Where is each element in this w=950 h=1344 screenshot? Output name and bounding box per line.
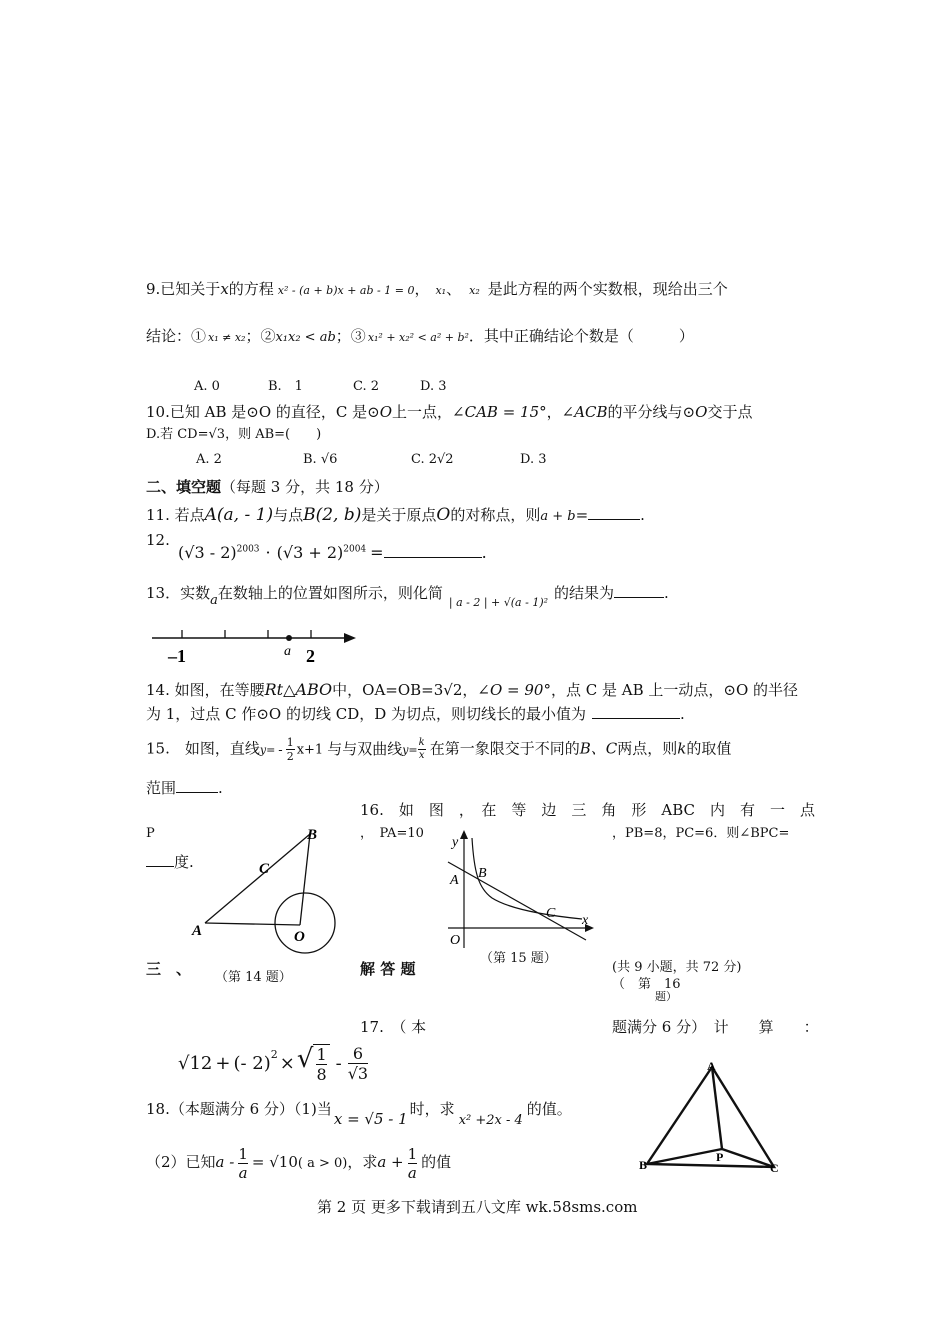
- q14-side-ao: [205, 923, 300, 925]
- q10-option-b: B. √6: [303, 452, 338, 467]
- q18-p2-num2: 1: [407, 1145, 418, 1163]
- q18-p2-expr: a +: [377, 1153, 404, 1171]
- q14-triangle: Rt△ABO: [264, 680, 333, 699]
- q11-text: 是关于原点: [361, 506, 437, 524]
- q11-expr: a + b: [540, 509, 576, 524]
- q10-option-c: C. 2√2: [411, 452, 454, 467]
- q15-line1: [146, 736, 731, 776]
- q9-option-b: B. 1: [268, 379, 303, 394]
- q11-answer-blank[interactable]: [588, 505, 640, 520]
- q16-label-p: P: [716, 1150, 724, 1164]
- q14-line1: [146, 680, 798, 699]
- section-2-heading: [146, 478, 389, 496]
- q18-p2-frac2: [408, 1145, 418, 1182]
- q16-label-a: A: [707, 1059, 716, 1073]
- q11-line: [146, 505, 645, 525]
- q9-text: 9.已知关于: [146, 280, 221, 298]
- q14-text: ，点 C 是 AB 上一动点，⊙O 的半径: [550, 681, 799, 699]
- q15-line-eq-tail: x+1: [296, 742, 324, 758]
- q9-text: 结论：①: [146, 327, 207, 345]
- number-line-arrow: [344, 633, 356, 643]
- q15-hyp-frac: [418, 737, 426, 762]
- q10-angle-cab: ∠CAB = 15°: [452, 403, 547, 421]
- q10-circle: O: [379, 403, 393, 421]
- q18-line1: [146, 1100, 572, 1128]
- q13-number-line: [150, 622, 360, 666]
- q17-frac2: [348, 1044, 368, 1083]
- q14-side-bo: [300, 834, 310, 925]
- q18-text: 18.（本题满分 6 分）（1)当: [146, 1100, 332, 1118]
- q15-label-b: B: [478, 866, 487, 881]
- q11-text: 与点: [273, 506, 304, 524]
- q17-base: (- 2): [233, 1053, 271, 1074]
- q16-caption-b: 题）: [655, 990, 677, 1003]
- q14-circle-o: [275, 893, 335, 953]
- q15-label-y: y: [452, 835, 459, 850]
- q14-text: 中，OA=OB=: [332, 681, 434, 699]
- q11-text: 11. 若点: [146, 506, 205, 524]
- q9-equation: x² - (a + b)x + ab - 1 = 0: [277, 284, 415, 297]
- q15-text: 范围: [146, 779, 177, 797]
- section-3-prefix: 三 、: [146, 960, 192, 978]
- section-2-note: （每题 3 分，共 18 分）: [221, 478, 389, 496]
- q9-line2: [146, 327, 694, 346]
- q15-points: B、C: [579, 739, 618, 758]
- q13-text: .: [664, 584, 669, 602]
- q18-text: 的值。: [526, 1100, 572, 1118]
- q17-frac1: [313, 1044, 329, 1084]
- q15-label-c: C: [546, 906, 556, 921]
- q12-end: .: [481, 543, 487, 562]
- q18-text: 时，求: [409, 1100, 455, 1118]
- number-line-label-left: –1: [168, 646, 186, 666]
- q16-line1: 16. 如 图 ， 在 等 边 三 角 形 ABC 内 有 一 点: [360, 801, 815, 819]
- q11-point-b: B(2, b): [303, 505, 362, 525]
- q9-option-c: C. 2: [353, 379, 380, 394]
- q15-frac-num: 1: [286, 736, 294, 749]
- q17-times: ×: [279, 1053, 295, 1074]
- q9-option-d: D. 3: [420, 379, 447, 394]
- q18-text: 的值: [421, 1153, 452, 1171]
- q13-expr: | a - 2 | + √(a - 1)²: [448, 596, 549, 609]
- q16-caption-a: （ 第 16: [612, 977, 681, 992]
- q9-text: ，: [414, 280, 430, 298]
- q17-minus: -: [335, 1053, 342, 1074]
- q14-caption: （第 14 题）: [215, 970, 292, 985]
- q16-text: 度.: [174, 853, 194, 871]
- q11-text: .: [640, 506, 645, 524]
- q12-expr-a: (√3 - 2): [178, 543, 237, 562]
- q10-text: ，则 AB=( ): [225, 427, 322, 442]
- q15-answer-blank[interactable]: [176, 778, 218, 793]
- q13-text: 的结果为: [554, 584, 615, 602]
- q17-title: 题满分 6 分） 计 算 ：: [612, 1018, 819, 1036]
- page-footer: 第 2 页 更多下载请到五八文库 wk.58sms.com: [317, 1198, 638, 1216]
- q15-hyp-lhs: y=: [402, 743, 418, 757]
- q17-sqrt12: √12: [178, 1053, 213, 1074]
- q15-line-eq-frac: [286, 736, 295, 763]
- q15-caption: （第 15 题）: [480, 951, 557, 966]
- q18-text: （2）已知: [146, 1153, 216, 1171]
- q15-text: 15. 如图，直线: [146, 739, 260, 758]
- q9-text: ．其中正确结论个数是（ ）: [468, 327, 694, 345]
- q17-exp: 2: [270, 1048, 278, 1061]
- q9-text: 的方程: [228, 280, 274, 298]
- q18-p2-eq: = √10: [251, 1153, 298, 1171]
- q15-text: 在第一象限交于不同的: [429, 739, 580, 758]
- q15-line-eq-lhs: y=: [259, 743, 276, 757]
- q9-text: ；②: [245, 327, 276, 345]
- q9-conclusion2: x₁x₂ < ab: [275, 330, 336, 345]
- q17-prefix: 17. （ 本: [360, 1018, 427, 1036]
- section-3-note: (共 9 小题，共 72 分): [612, 960, 742, 975]
- q18-condition: x = √5 - 1: [333, 1110, 408, 1128]
- q15-line2: [146, 778, 223, 797]
- q14-text: 14. 如图，在等腰: [146, 681, 265, 699]
- q14-label-c: C: [259, 861, 270, 877]
- section-2-title: 二、填空题: [146, 478, 222, 496]
- number-line-label-right: 2: [306, 646, 315, 666]
- q14-text: ，: [462, 681, 478, 699]
- q15-label-o: O: [450, 933, 461, 948]
- q18-text: ，求: [347, 1153, 378, 1171]
- q17-expression: [178, 1044, 368, 1090]
- q9-conclusion1: x₁ ≠ x₂: [208, 331, 246, 344]
- q12-exp-a: 2003: [236, 544, 260, 555]
- q12-dot: ·: [265, 543, 271, 562]
- q17-sqrt-sign: √: [296, 1044, 314, 1074]
- q10-cd-value: √3: [208, 427, 226, 442]
- q15-label-x: x: [582, 913, 589, 928]
- q13-line: [146, 583, 669, 609]
- q18-p2-num: 1: [238, 1145, 248, 1163]
- q13-answer-blank[interactable]: [614, 583, 664, 598]
- q18-expr: x² +2x - 4: [458, 1113, 523, 1128]
- q14-line2: [146, 704, 685, 723]
- q15-label-a: A: [450, 873, 459, 888]
- q16-label-c: C: [770, 1161, 779, 1175]
- q9-root1: x₁: [435, 284, 447, 297]
- q17-plus: +: [215, 1053, 231, 1074]
- q10-text: ，: [546, 403, 562, 421]
- q10-text: 的平分线与⊙: [607, 403, 696, 421]
- q14-label-o: O: [294, 929, 305, 945]
- q18-p2-lhs: a -: [215, 1153, 235, 1171]
- q12-eq: =: [370, 543, 384, 562]
- q16-answer-blank[interactable]: [146, 852, 174, 867]
- q10-text: 上一点，: [392, 403, 453, 421]
- number-line-label-a: a: [284, 644, 291, 659]
- q9-option-a: A. 0: [194, 379, 220, 394]
- q11-point-a: A(a, - 1): [204, 505, 274, 525]
- q14-oa-value: 3√2: [433, 681, 463, 699]
- q18-line2: [146, 1145, 451, 1187]
- q9-root2: x₂: [469, 284, 480, 297]
- q10-line2: [146, 427, 321, 443]
- q16-label-b: B: [639, 1158, 648, 1172]
- q16-p-left: P: [146, 826, 155, 841]
- q14-angle: ∠O = 90°: [477, 681, 551, 699]
- q17-frac1-den: 8: [316, 1065, 327, 1085]
- q15-text: .: [218, 779, 223, 797]
- q13-text: 在数轴上的位置如图所示，则化简: [217, 584, 443, 602]
- q15-hyp-num: k: [418, 737, 425, 749]
- q11-text: 的对称点，则: [450, 506, 541, 524]
- q11-origin: O: [436, 505, 451, 525]
- q9-var: x: [220, 280, 229, 298]
- q15-line-eq-sign: -: [278, 742, 283, 758]
- q16-segment-pb: [647, 1149, 722, 1164]
- q16-figure: [634, 1058, 786, 1176]
- q9-line1: [146, 280, 728, 298]
- q14-answer-blank[interactable]: [592, 704, 680, 719]
- q18-p2-frac: [238, 1145, 248, 1182]
- q13-var: a: [210, 593, 218, 608]
- q14-side-ab: [205, 834, 310, 923]
- q12-exp-b: 2004: [343, 544, 367, 555]
- q16-line3: [146, 852, 194, 871]
- q16-line2b: ，PB=8，PC=6．则∠BPC=: [612, 826, 790, 841]
- q15-figure: [442, 826, 602, 950]
- q17-frac2-den: √3: [347, 1064, 369, 1084]
- q12-expr-b: (√3 + 2): [276, 543, 344, 562]
- q12-answer-blank[interactable]: [384, 543, 482, 558]
- q10-circle: O: [695, 403, 708, 421]
- q15-y-arrow: [460, 830, 468, 839]
- q14-figure: [188, 822, 348, 952]
- q16-segment-pc: [722, 1149, 774, 1167]
- q10-option-d: D. 3: [520, 452, 547, 467]
- q12-number: 12.: [146, 531, 170, 549]
- q13-text: 13．实数: [146, 584, 211, 602]
- q15-var-k: k: [677, 739, 687, 758]
- q9-text: 、: [446, 280, 462, 298]
- q14-label-a: A: [192, 923, 203, 939]
- q14-label-b: B: [307, 827, 318, 843]
- q10-text: 交于点: [707, 403, 753, 421]
- q10-line1: [146, 403, 752, 421]
- q10-text: D.若 CD=: [146, 427, 209, 442]
- q10-angle-acb: ∠ACB: [561, 403, 608, 421]
- q9-text: 是此方程的两个实数根，现给出三个: [487, 280, 728, 298]
- q10-option-a: A. 2: [196, 452, 222, 467]
- q17-frac2-num: 6: [348, 1044, 368, 1064]
- q9-conclusion3: x₁² + x₂² < a² + b²: [367, 331, 469, 344]
- q18-p2-cond: ( a > 0): [297, 1156, 348, 1171]
- q15-frac-den: 2: [286, 750, 294, 764]
- q18-p2-den: a: [238, 1164, 248, 1182]
- q9-text: ；③: [335, 327, 366, 345]
- q18-p2-den2: a: [407, 1164, 417, 1182]
- q17-frac1-num: 1: [316, 1045, 327, 1064]
- section-3-title: 解 答 题: [360, 960, 416, 978]
- q15-hyp-den: x: [418, 750, 425, 762]
- q15-text: 两点，则: [617, 739, 678, 758]
- q15-text: 的取值: [686, 739, 732, 758]
- q10-text: 10.已知 AB 是⊙O 的直径，C 是⊙: [146, 403, 380, 421]
- q12-expression: [178, 543, 487, 562]
- q15-text: 与与双曲线: [327, 739, 403, 758]
- q14-text: 为 1，过点 C 作⊙O 的切线 CD，D 为切点，则切线长的最小值为: [146, 705, 587, 723]
- q16-line2a: ， PA=10: [360, 826, 424, 841]
- q11-text: =: [575, 506, 589, 524]
- q14-text: .: [680, 705, 685, 723]
- number-line-point-a: [286, 635, 292, 641]
